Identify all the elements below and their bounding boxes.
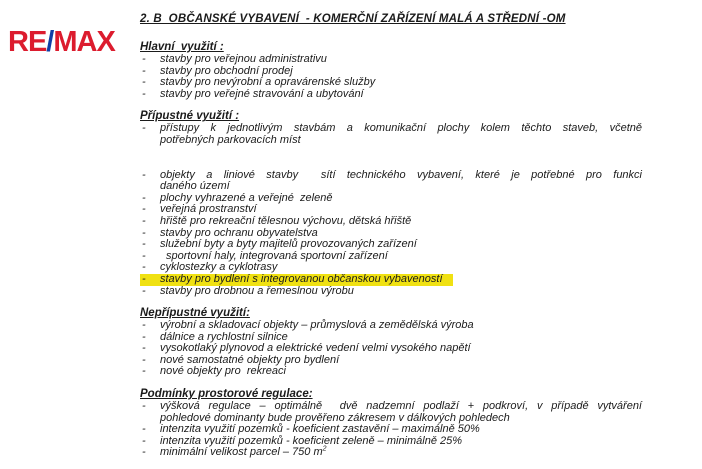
- bullet-dash: -: [142, 191, 146, 204]
- bullet-dash: -: [142, 168, 146, 181]
- bullet-dash: -: [142, 434, 146, 447]
- list-item: [140, 447, 642, 459]
- bullet-dash: -: [142, 238, 146, 251]
- item-text: [160, 447, 642, 459]
- logo-re-text: RE: [8, 26, 47, 58]
- page-title: 2. B OBČANSKÉ VYBAVENÍ - KOMERČNÍ ZAŘÍZENÍ MALÁ A STŘEDNÍ -OM: [140, 13, 566, 25]
- item-line: hřiště pro rekreační tělesnou výchovu, dětská hřiště: [160, 214, 412, 227]
- item-line: nové samostatné objekty pro bydlení: [160, 353, 340, 366]
- logo-slash-icon: /: [46, 26, 54, 58]
- list-item: [140, 89, 642, 101]
- list-item: [140, 123, 642, 146]
- item-line: dálnice a rychlostní silnice: [160, 330, 288, 343]
- bullet-dash: -: [142, 261, 146, 274]
- item-line: služební byty a byty majitelů provozovaných zařízení: [160, 238, 417, 251]
- item-line: přístupy k jednotlivým stavbám a komunikační plochy kolem těchto staveb, včetně: [160, 122, 642, 135]
- item-line: nové objekty pro rekreaci: [160, 365, 286, 378]
- bullet-dash: -: [142, 365, 146, 378]
- item-text: [160, 366, 642, 378]
- section-heading: Hlavní využití :: [140, 41, 224, 53]
- item-line: veřejná prostranství: [160, 203, 257, 216]
- section: [140, 110, 642, 297]
- bullet-dash: -: [142, 272, 146, 285]
- bullet-dash: -: [142, 249, 146, 262]
- item-line: stavby pro bydlení s integrovanou občanskou vybaveností: [160, 272, 443, 285]
- item-line: cyklostezky a cyklotrasy: [160, 261, 278, 274]
- bullet-dash: -: [142, 423, 146, 436]
- bullet-dash: -: [142, 319, 146, 332]
- item-line: potřebných parkovacích míst: [160, 133, 301, 146]
- bullet-dash: -: [142, 203, 146, 216]
- list-item: [140, 170, 642, 193]
- document-content: [140, 13, 642, 469]
- section: [140, 41, 642, 100]
- bullet-dash: -: [142, 400, 146, 413]
- item-line: objekty a liniové stavby sítí technického vybavení, které je potřebné pro funkci: [160, 168, 642, 181]
- item-line: sportovní haly, integrovaná sportovní zařízení: [166, 249, 388, 262]
- bullet-dash: -: [142, 226, 146, 239]
- bullet-dash: -: [142, 446, 146, 459]
- bullet-dash: -: [142, 353, 146, 366]
- sections-container: [140, 41, 642, 459]
- item-text: [160, 123, 642, 146]
- section-heading: Nepřípustné využití:: [140, 307, 250, 320]
- item-line: intenzita využití pozemků - koeficient zastavění – maximálně 50%: [160, 423, 480, 436]
- item-line: stavby pro obchodní prodej: [160, 64, 293, 77]
- logo-max-text: MAX: [53, 26, 115, 58]
- remax-logo: [8, 26, 115, 59]
- bullet-dash: -: [142, 284, 146, 297]
- list-item: [140, 286, 642, 298]
- bullet-dash: -: [142, 76, 146, 89]
- item-text: [160, 170, 642, 193]
- superscript: 2: [322, 445, 327, 453]
- item-line: stavby pro nevýrobní a opravárenské služby: [160, 76, 376, 89]
- list-item: [140, 401, 642, 424]
- bullet-dash: -: [142, 330, 146, 343]
- item-line: pohledové dominanty bude prověřeno zákresem v dálkových pohledech: [160, 411, 510, 424]
- bullet-dash: -: [142, 87, 146, 100]
- bullet-dash: -: [142, 122, 146, 135]
- bullet-dash: -: [142, 214, 146, 227]
- item-text: [160, 401, 642, 424]
- section: [140, 307, 642, 378]
- item-line: daného území: [160, 180, 230, 193]
- item-line: výrobní a skladovací objekty – průmyslová a zemědělská výroba: [160, 319, 474, 332]
- bullet-dash: -: [142, 53, 146, 65]
- item-line: stavby pro drobnou a řemeslnou výrobu: [160, 284, 354, 297]
- item-line: stavby pro ochranu obyvatelstva: [160, 226, 318, 239]
- item-text: [160, 286, 642, 298]
- item-line: intenzita využití pozemků - koeficient zeleně – minimálně 25%: [160, 434, 463, 447]
- item-line: stavby pro veřejné stravování a ubytování: [160, 87, 364, 100]
- section: [140, 388, 642, 459]
- bullet-dash: -: [142, 64, 146, 77]
- item-text: [160, 89, 642, 101]
- item-line: stavby pro veřejnou administrativu: [160, 53, 327, 65]
- list-item: [140, 366, 642, 378]
- bullet-dash: -: [142, 342, 146, 355]
- item-line: vysokotlaký plynovod a elektrické vedení velmi vysokého napětí: [160, 342, 471, 355]
- item-line: plochy vyhrazené a veřejné zeleně: [160, 191, 333, 204]
- item-line: minimální velikost parcel – 750 m: [160, 446, 323, 459]
- section-heading: Přípustné využití :: [140, 110, 240, 123]
- item-line: výšková regulace – optimálně dvě nadzemní podlaží + podkroví, v případě vytváření: [160, 400, 642, 413]
- section-heading: Podmínky prostorové regulace:: [140, 388, 313, 401]
